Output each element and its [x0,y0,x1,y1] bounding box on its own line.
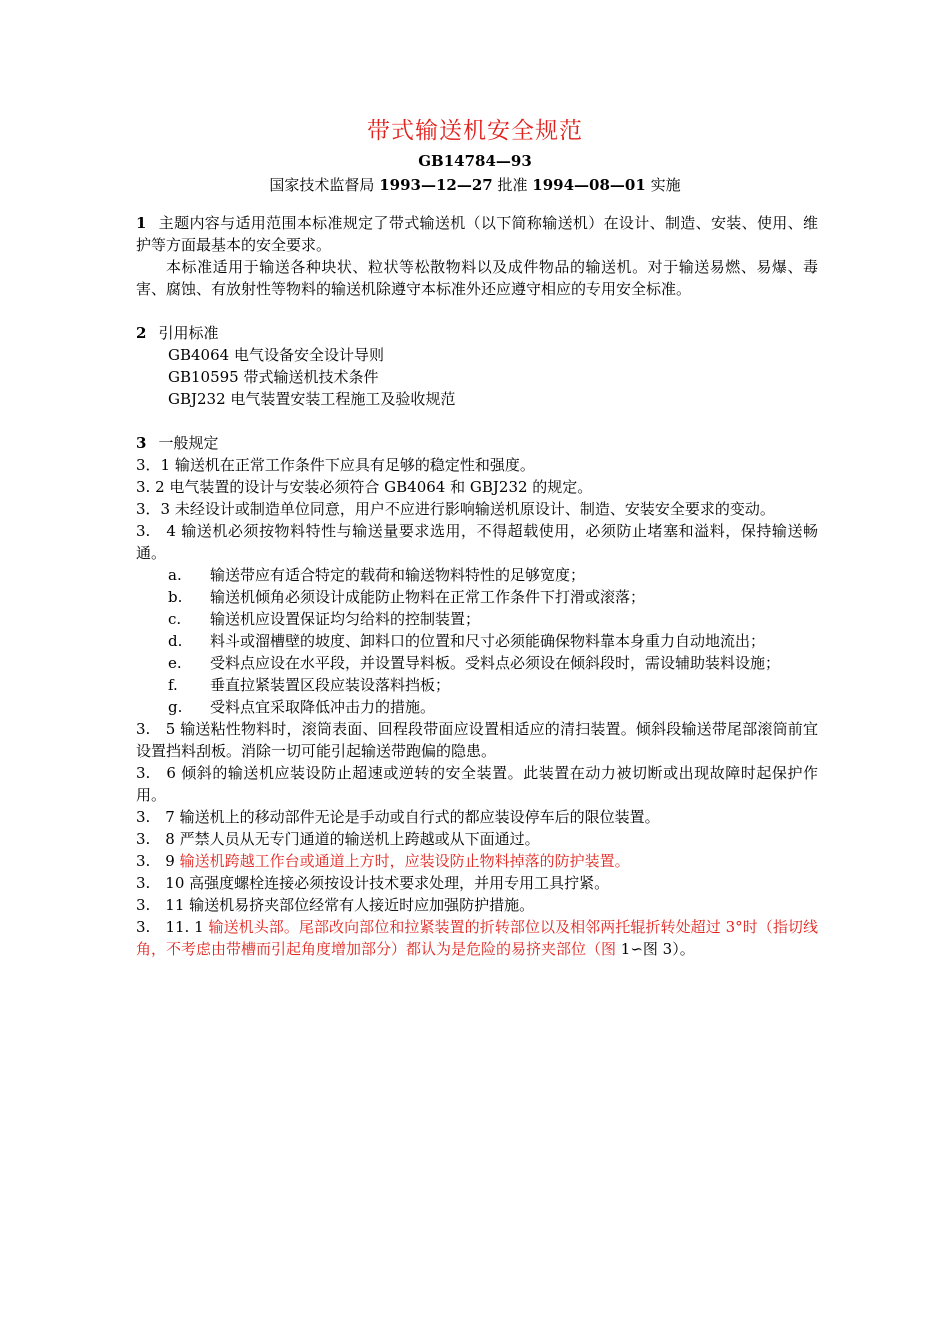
item-text: 输送机倾角必须设计成能防止物料在正常工作条件下打滑或滚落； [210,588,646,606]
effective-word: 实施 [650,176,681,194]
clause-3-5: 3. 5 输送粘性物料时，滚筒表面、回程段带面应设置相适应的清扫装置。倾斜段输送带尾部滚筒前宜设置挡料刮板。消除一切可能引起输送带跑偏的隐患。 [136,720,818,760]
section-2-title: 引用标准 [158,324,219,342]
list-item-g [136,696,818,718]
effective-date: 1994—08—01 [532,176,646,194]
item-text: 输送机应设置保证均匀给料的控制装置； [210,610,481,628]
approval-line [0,174,950,195]
list-item-c [136,608,818,630]
section-3-number: 3 [136,434,147,452]
item-text: 受料点宜采取降低冲击力的措施。 [210,698,436,716]
item-mark: g. [168,698,183,716]
list-item-e [136,652,818,674]
item-text: 受料点应设在水平段，并设置导料板。受料点必须设在倾斜段时，需设辅助装料设施； [210,654,781,672]
clause-3-8: 3. 8 严禁人员从无专门通道的输送机上跨越或从下面通过。 [136,830,540,848]
section-2-heading [136,322,818,344]
approval-word: 批准 [497,176,528,194]
section-3-heading [136,432,818,454]
clause-3-9-number: 3. 9 [136,852,180,870]
section-1-text: 主题内容与适用范围本标准规定了带式输送机（以下简称输送机）在设计、制造、安装、使用、维护等方面最基本的安全要求。 [136,214,818,254]
list-item-a [136,564,818,586]
reference-item: GB4064 电气设备安全设计导则 [168,346,384,364]
item-mark: d. [168,632,183,650]
reference-item: GBJ232 电气装置安装工程施工及验收规范 [168,390,456,408]
section-1-number: 1 [136,214,147,232]
clause-3-2: 3. 2 电气装置的设计与安装必须符合 GB4064 和 GBJ232 的规定。 [136,478,593,496]
clause-3-1: 3．1 输送机在正常工作条件下应具有足够的稳定性和强度。 [136,456,535,474]
list-item-b [136,586,818,608]
item-text: 垂直拉紧装置区段应装设落料挡板； [210,676,451,694]
list-item-f [136,674,818,696]
clause-3-9 [136,850,818,872]
section-3-title: 一般规定 [158,434,219,452]
clause-3-11-1-number: 3. 11. 1 [136,918,209,936]
document-title: 带式输送机安全规范 [367,118,583,144]
clause-3-11: 3. 11 输送机易挤夹部位经常有人接近时应加强防护措施。 [136,896,535,914]
list-item-d [136,630,818,652]
clause-3-7: 3. 7 输送机上的移动部件无论是手动或自行式的都应装设停车后的限位装置。 [136,808,660,826]
section-1 [136,212,818,256]
section-2-number: 2 [136,324,147,342]
clause-3-9-text: 输送机跨越工作台或通道上方时，应装设防止物料掉落的防护装置。 [179,852,630,870]
item-mark: a. [168,566,182,584]
clause-3-11-1-text: 输送机头部。尾部改向部位和拉紧装置的折转部位以及相邻两托辊折转处超过 3°时（指切线角，不考虑由带槽而引起角度增加部分）都认为是危险的易挤夹部位（图 [136,918,818,958]
item-mark: b. [168,588,183,606]
document-body [136,212,818,960]
clause-3-4: 3. 4 输送机必须按物料特性与输送量要求选用，不得超载使用，必须防止堵塞和溢料，保持输送畅通。 [136,522,818,562]
clause-3-10: 3. 10 高强度螺栓连接必须按设计技术要求处理，并用专用工具拧紧。 [136,874,610,892]
reference-item: GB10595 带式输送机技术条件 [168,368,379,386]
approval-prefix: 国家技术监督局 [269,176,375,194]
clause-3-11-1-figref: 1∽图 3）。 [616,940,695,958]
item-mark: e. [168,654,182,672]
standard-code: GB14784—93 [418,152,532,170]
approval-date: 1993—12—27 [379,176,493,194]
item-text: 料斗或溜槽壁的坡度、卸料口的位置和尺寸必须能确保物料靠本身重力自动地流出； [210,632,766,650]
item-mark: f. [168,676,178,694]
item-mark: c. [168,610,182,628]
section-1-para2: 本标准适用于输送各种块状、粒状等松散物料以及成件物品的输送机。对于输送易燃、易爆、毒害、腐蚀、有放射性等物料的输送机除遵守本标准外还应遵守相应的专用安全标准。 [136,258,818,298]
item-text: 输送带应有适合特定的载荷和输送物料特性的足够宽度； [210,566,586,584]
clause-3-11-1 [136,916,818,960]
clause-3-3: 3．3 未经设计或制造单位同意，用户不应进行影响输送机原设计、制造、安装安全要求的变动。 [136,500,775,518]
clause-3-6: 3. 6 倾斜的输送机应装设防止超速或逆转的安全装置。此装置在动力被切断或出现故障时起保护作用。 [136,764,818,804]
